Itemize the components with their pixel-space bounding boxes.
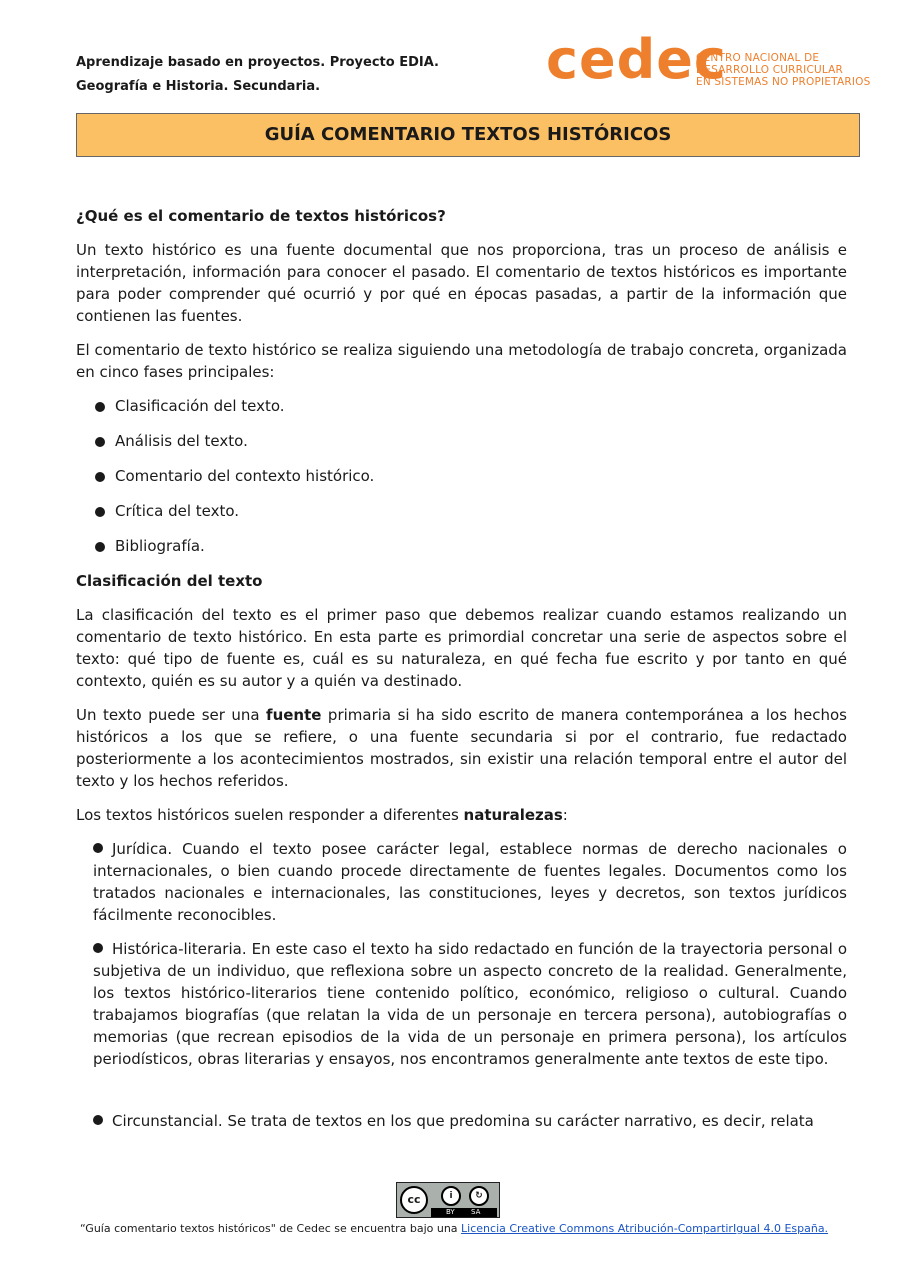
natures-list xyxy=(93,838,847,1132)
cc-by-icon: i xyxy=(441,1186,461,1206)
list-item xyxy=(93,938,847,1070)
phases-list xyxy=(76,395,847,557)
bullet-icon xyxy=(95,437,105,447)
cc-badge-bar xyxy=(431,1208,497,1217)
list-item xyxy=(76,395,847,417)
bullet-icon xyxy=(93,843,103,853)
logo-subtitle-line1: CENTRO NACIONAL DE xyxy=(696,52,820,64)
bullet-icon xyxy=(95,507,105,517)
bullet-icon xyxy=(95,472,105,482)
list-item-text: Crítica del texto. xyxy=(115,502,240,520)
paragraph-methodology: El comentario de texto histórico se realiza siguiendo una metodología de trabajo concreta, organizada en cinco fases principales: xyxy=(76,341,847,381)
bullet-icon xyxy=(93,943,103,953)
paragraph-natures-intro xyxy=(76,804,847,826)
document-body xyxy=(76,205,847,1144)
list-item-text: Bibliografía. xyxy=(115,537,205,555)
cc-license-badge xyxy=(396,1182,500,1218)
list-item-text: Circunstancial. Se trata de textos en los que predomina su carácter narrativo, es decir, relata xyxy=(112,1112,814,1130)
footer-text: “Guía comentario textos históricos" de Cedec se encuentra bajo una xyxy=(80,1222,462,1235)
list-item-text: Jurídica. Cuando el texto posee carácter legal, establece normas de derecho nacionales o internacionales, o bien cuando procede directamente de fuentes legales. Documentos como los tratados nacionales e internacionales, las constituciones, leyes y decretos, son textos jurídicos fácilmente reconocibles. xyxy=(93,840,847,924)
list-item-text: Clasificación del texto. xyxy=(115,397,285,415)
logo-word: cedec xyxy=(546,28,727,91)
text-run: primaria si ha sido escrito de manera contemporánea a los hechos históricos a los que se refiere, o una fuente secundaria si por el contrario, fue redactado posteriormente a los acontecimientos mostrados, sin existir una relación temporal entre el autor del texto y los hechos referidos. xyxy=(76,706,847,790)
logo-subtitle-line3: EN SISTEMAS NO PROPIETARIOS xyxy=(696,76,871,88)
paragraph-source-type xyxy=(76,704,847,792)
text-run: : xyxy=(562,806,568,824)
list-item-text: Análisis del texto. xyxy=(115,432,248,450)
list-item-text: Comentario del contexto histórico. xyxy=(115,467,375,485)
section-heading-what: ¿Qué es el comentario de textos históricos? xyxy=(76,207,446,225)
bold-term-fuente: fuente xyxy=(266,706,322,724)
cc-by-label: BY xyxy=(446,1208,455,1216)
cc-sa-label: SA xyxy=(471,1208,481,1216)
license-link[interactable]: Licencia Creative Commons Atribución-CompartirIgual 4.0 España. xyxy=(461,1222,829,1235)
text-run: Los textos históricos suelen responder a diferentes xyxy=(76,806,464,824)
footer-license xyxy=(80,1222,828,1235)
paragraph-intro: Un texto histórico es una fuente documental que nos proporciona, tras un proceso de análisis e interpretación, información para conocer el pasado. El comentario de textos históricos es importante para poder comprender qué ocurrió y por qué en épocas pasadas, a partir de la información que contienen las fuentes. xyxy=(76,241,847,325)
text-run: Un texto puede ser una xyxy=(76,706,267,724)
cc-icon: cc xyxy=(400,1186,428,1214)
section-heading-classification: Clasificación del texto xyxy=(76,572,263,590)
logo-subtitle-line2: DESARROLLO CURRICULAR xyxy=(696,64,844,76)
paragraph-classification: La clasificación del texto es el primer paso que debemos realizar cuando estamos realizando un comentario de texto histórico. En esta parte es primordial concretar una serie de aspectos sobre el texto: qué tipo de fuente es, cuál es su naturaleza, en qué fecha fue escrito y por tanto en qué contexto, quién es su autor y a quién va destinado. xyxy=(76,606,847,690)
cc-sa-icon: ↻ xyxy=(469,1186,489,1206)
header-line-subject: Geografía e Historia. Secundaria. xyxy=(76,79,321,94)
page-title: GUÍA COMENTARIO TEXTOS HISTÓRICOS xyxy=(76,113,860,157)
bullet-icon xyxy=(95,542,105,552)
list-item xyxy=(93,1110,847,1132)
bullet-icon xyxy=(95,402,105,412)
list-item-text: Histórica-literaria. En este caso el texto ha sido redactado en función de la trayectoria personal o subjetiva de un individuo, que reflexiona sobre un aspecto concreto de la realidad. Generalmente, los textos histórico-literarios tiene contenido político, económico, religioso o cultural. Cuando trabajamos biografías (que relatan la vida de un personaje en tercera persona), autobiografías o memorias (que recrean episodios de la vida de un personaje en primera persona), los artículos periodísticos, obras literarias y ensayos, nos encontramos generalmente ante textos de este tipo. xyxy=(93,940,847,1068)
logo-subtitle xyxy=(696,52,870,88)
bullet-icon xyxy=(93,1115,103,1125)
bold-term-naturalezas: naturalezas xyxy=(463,806,563,824)
list-item xyxy=(76,535,847,557)
list-item xyxy=(76,465,847,487)
header-info xyxy=(76,51,439,99)
list-item xyxy=(76,430,847,452)
list-item xyxy=(93,838,847,926)
list-item xyxy=(76,500,847,522)
header-line-project: Aprendizaje basado en proyectos. Proyecto EDIA. xyxy=(76,55,439,70)
